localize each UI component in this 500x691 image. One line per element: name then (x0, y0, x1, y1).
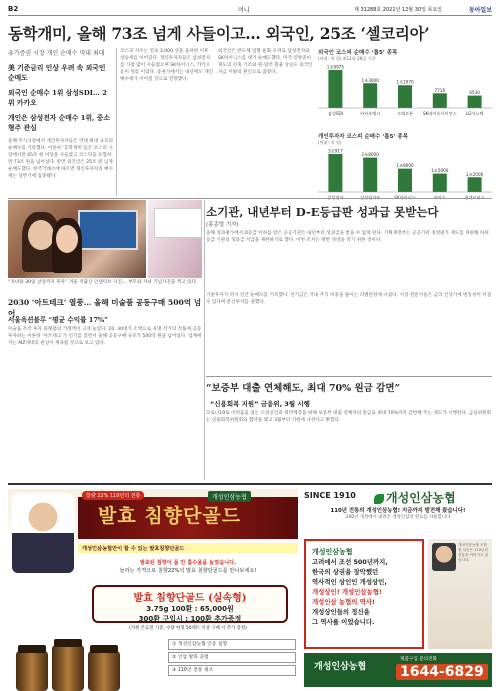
lead-body: 올해 주식시장에서 개인투자자들은 역대 최대 규모의 순매수를 기록했다. 이른바 ‘동학개미’들은 코스피 시장에서만 65조 원 이상을 사들였고 코스닥을 포함하면 73조 원을 넘어섰다. 반면 외국인은 25조 원 넘게 순매도했다. 한국거래소에 따르면 개인투자자의 매수세는 상반기에 집중됐다. (8, 139, 113, 179)
photo-sign (154, 208, 202, 238)
section-rule (8, 198, 492, 199)
ad-badge: 함량 22% 110년의 전통 (82, 491, 144, 500)
chart-1-value-1: 1조9975 (326, 64, 345, 70)
lead-point-1: 美 기준금리 인상 우려 속 외국인 순매도 (8, 64, 106, 82)
main-headline: 동학개미, 올해 73조 넘게 사들이고… 외국인, 25조 ‘셀코리아’ (8, 24, 430, 43)
ad-right-panel (304, 489, 492, 687)
advertisement (8, 483, 492, 688)
chart-2-value-1: 3조917 (328, 148, 343, 154)
issue-meta: 제 31288호 2021년 12월 30일 목요일 (354, 7, 442, 13)
ad-story-line-4: 개성상인! 개성인삼농협! (312, 588, 382, 596)
chart-1-svg (318, 62, 492, 124)
chart-1-bar-4 (433, 93, 447, 108)
rate-rule (206, 376, 492, 377)
ad-story-box (304, 539, 424, 649)
ad-step-3: ③ 110년 전통 제조 (168, 665, 296, 676)
gold-subhead: (홍종렬 기자) (206, 222, 239, 228)
ad-copy (78, 559, 298, 575)
chart-2-bar-4 (433, 174, 447, 192)
ad-since: SINCE 1910 (304, 491, 356, 500)
ad-right-info (304, 507, 492, 521)
gold-headline: 소기관, 내년부터 D-E등급판 성과급 못받는다 (206, 205, 439, 219)
section-name: 머니 (238, 7, 250, 14)
ad-product-jars (12, 635, 162, 691)
ad-price-name: 발효 침향단골드 (실속형) (133, 593, 247, 604)
ad-copy-line-2: 늘리는 가격으로 침향22%의 발효 침향단골드를 만나보세요! (119, 568, 257, 574)
ad-steps (168, 639, 296, 678)
lead-column (8, 48, 113, 214)
lead-point-2: 외국인 순매수 1위 삼성SDI… 2위 카카오 (8, 89, 107, 107)
chart-2-value-5: 1조2000 (465, 171, 484, 177)
ad-footer-inquiry: 제품구입 문의전화 (400, 657, 437, 662)
ad-step-1: ① 개성인삼농협 인증 침향 (168, 639, 296, 650)
chart-1-bar-5 (468, 96, 482, 108)
column-divider-2 (204, 200, 205, 480)
page-header (8, 4, 492, 16)
ad-jar-3 (88, 651, 120, 691)
photo-person-1-face (28, 220, 54, 250)
chart-1-bar-3 (398, 85, 412, 108)
lead-subhead: 유가증권 시장 개인 순매수 역대 최대 (8, 50, 105, 57)
news-photo-1 (8, 200, 146, 278)
ad-price-2: 300환 구입시 : 100환 추가증정 (138, 615, 242, 623)
chart-1-bar-1 (328, 70, 342, 108)
body-column-2: 외국인은 반도체 업황 둔화 우려로 삼성전자와 SK하이닉스를 대거 순매도했다. 미국 연방준비제도의 긴축 기조와 원-달러 환율 상승도 외국인 자금 이탈의 원인으로 꼽혔다. (218, 49, 313, 75)
chart-1-category-4: SK바이오사이언스 (422, 111, 457, 116)
ad-strip: 개성인삼농협만이 할 수 있는 발효침향단골드 (78, 543, 298, 553)
individual-top5-chart (318, 132, 492, 212)
ad-jar-1 (16, 651, 48, 691)
chart-2-bar-1 (328, 154, 342, 192)
ad-footer (304, 653, 492, 687)
body-column-1: 코스피 지수는 연초 3,000 선을 돌파한 이후 상승세를 이어갔다. 개인투자자들은 삼성전자를 가장 많이 사들였으며 SK하이닉스, 카카오 등이 뒤를 이었다. 증권가에서는 내년에도 개인 매수세가 이어질 것으로 전망했다. (120, 49, 214, 82)
ad-story-line-1: 고려에서 조선 500년까지, (312, 558, 388, 566)
ad-brand (374, 489, 456, 506)
ad-story-line-7: 그 역사를 이었습니다. (312, 618, 375, 626)
ad-brand-name: 개성인삼농협 (386, 491, 456, 505)
ad-footer-phone: 1644-6829 (396, 664, 488, 680)
ad-right-photo (428, 539, 492, 649)
chart-1-value-2: 1조3000 (361, 77, 379, 83)
ad-right-line-1: 110년 전통의 개성인삼농협! 지금까지 발전해 왔습니다! (330, 508, 466, 514)
chart-2-bar-5 (468, 177, 482, 192)
culture-subhead: 서울옥션블루 “평균 수익률 17%” (8, 316, 108, 324)
ad-right-line-2: 200년 개성에서 내려온 개성인삼의 원료를 사용합니다 (345, 515, 451, 520)
chart-1-value-3: 1조1970 (396, 79, 414, 85)
ad-company-tag: 개성인삼농협 (208, 491, 251, 502)
news-photo-2 (148, 200, 202, 278)
rate-subhead: “신용회복 지원” 금융위, 3월 시행 (210, 400, 310, 408)
lead-point-3: 개인은 삼성전자 순매수 1위, 중소형주 관심 (8, 114, 110, 132)
ad-price-box (92, 585, 288, 623)
chart-1-value-5: 6530 (469, 90, 480, 96)
chart-1-value-4: 7716 (434, 87, 446, 93)
chart-1-category-2: 카카오뱅크 (360, 111, 381, 116)
charts-panel (318, 48, 492, 212)
foreign-top5-chart (318, 48, 492, 128)
chart-1-category-1: 삼성SDI (327, 111, 344, 116)
ad-copy-line-1: 발효된 침향이 몸 안 흡수율을 높였습니다. (139, 560, 237, 566)
ad-step-2: ② 인삼 발효 공법 (168, 652, 296, 663)
chart-1-category-5: LG이노텍 (465, 111, 484, 116)
chart-2-value-2: 2조8000 (361, 152, 379, 158)
ad-product-title: 발효 침향단골드 (98, 505, 242, 527)
ad-price-1: 3.75g 100환 : 65,000원 (146, 605, 234, 613)
photo-screen (78, 210, 138, 250)
ad-story-line-2: 한국의 상권을 장악했던 (312, 568, 379, 576)
leaf-icon (374, 494, 384, 504)
photo-person-2-face (56, 225, 78, 253)
ad-story-title: 개성인삼농협 (312, 548, 353, 556)
column-divider (116, 48, 117, 196)
ad-chairman-photo (432, 543, 456, 571)
chart-2-value-3: 1조9000 (396, 163, 414, 169)
chart-1-category-3: 크래프톤 (396, 111, 414, 116)
chart-2-legend: (단위: 억 원) (318, 140, 342, 145)
chart-1-legend: (단위: 억 원) ※12월 28일 기준 (318, 56, 376, 61)
chart-2-value-4: 1조5000 (431, 168, 449, 174)
newspaper-logo: 동아일보 (468, 7, 492, 14)
page-number: B2 (8, 5, 19, 13)
ad-footer-name: 개성인삼농협 (314, 662, 367, 672)
ad-story-line-5: 개성인삼 농협의 역사! (312, 598, 375, 606)
culture-headline: 2030 ‘아트테크’ 열풍… 올해 미술품 공동구매 500억 넘어 (8, 298, 202, 318)
ad-spokesperson-photo (12, 493, 74, 573)
mid-body-3: 기관투자가 역시 연간 순매도를 기록했다. 연기금은 국내 주식 비중을 줄이는 리밸런싱에 나섰다. 시장 전문가들은 금리 인상기에 변동성이 커질 수 있다며 분산투자를 권했다. (206, 293, 492, 305)
culture-body: 미술품 조각 투자 플랫폼의 거래액이 크게 늘었다. 20, 30대가 소액으로 유명 작가의 작품에 공동 투자하는 이른바 ‘아트테크’가 인기를 끌면서 올해 공동구매 규모가 500억 원을 넘어섰다. 업계에서는 MZ세대의 관심이 계속될 것으로 보고 있다. (8, 327, 202, 346)
ad-story-line-6: 개성상인들의 정신을 (312, 608, 370, 616)
ad-jar-2 (52, 645, 84, 691)
rate-headline: “보증부 대출 연체해도, 최대 70% 원금 감면” (206, 383, 400, 394)
photo-caption: “자녀와 30일 상장까지 투자” 겨울 저출산 인센티브 사진… 부모와 자녀 기념사진을 찍고 있다. (8, 280, 198, 285)
ad-price-note: (지원 온료전 기준, 수량 한정 50세트 이상 구매 시 추가 증정) (129, 626, 247, 631)
ad-photo-text: 개성인삼농협 조합원 일동은 110년의 전통을 이어가고 있습니다. (458, 543, 489, 562)
ad-left-panel (8, 489, 298, 687)
chart-1-bar-2 (363, 83, 377, 108)
rate-body: 코로나19로 어려움을 겪는 소상공인과 취약계층을 위해 보증부 대출 연체자의 원금을 최대 70%까지 감면해 주는 제도가 시행된다. 금융위원회는 신용회복위원회와 협약을 맺고 3월부터 지원에 나선다고 밝혔다. (206, 411, 491, 423)
chart-2-bar-3 (398, 169, 412, 192)
chart-1-title: 외국인 코스피 순매수 ‘톱5’ 종목 (318, 50, 398, 56)
chart-2-title: 개인투자자 코스피 순매수 ‘톱5’ 종목 (318, 134, 409, 140)
gold-body: 올해 성과평가에서 D등급 이하를 받은 공공기관은 내년부터 성과급을 받을 수 없게 된다. 기획재정부는 공공기관 경영평가 제도를 개편해 하위 등급 기관의 성과급 지급을 제한하기로 했다. 이번 조치는 방만 경영을 막기 위한 것이다. (206, 231, 489, 243)
chart-2-bar-2 (363, 158, 377, 192)
ad-story-line-3: 역사적인 상인인 개성상인, (312, 578, 387, 586)
